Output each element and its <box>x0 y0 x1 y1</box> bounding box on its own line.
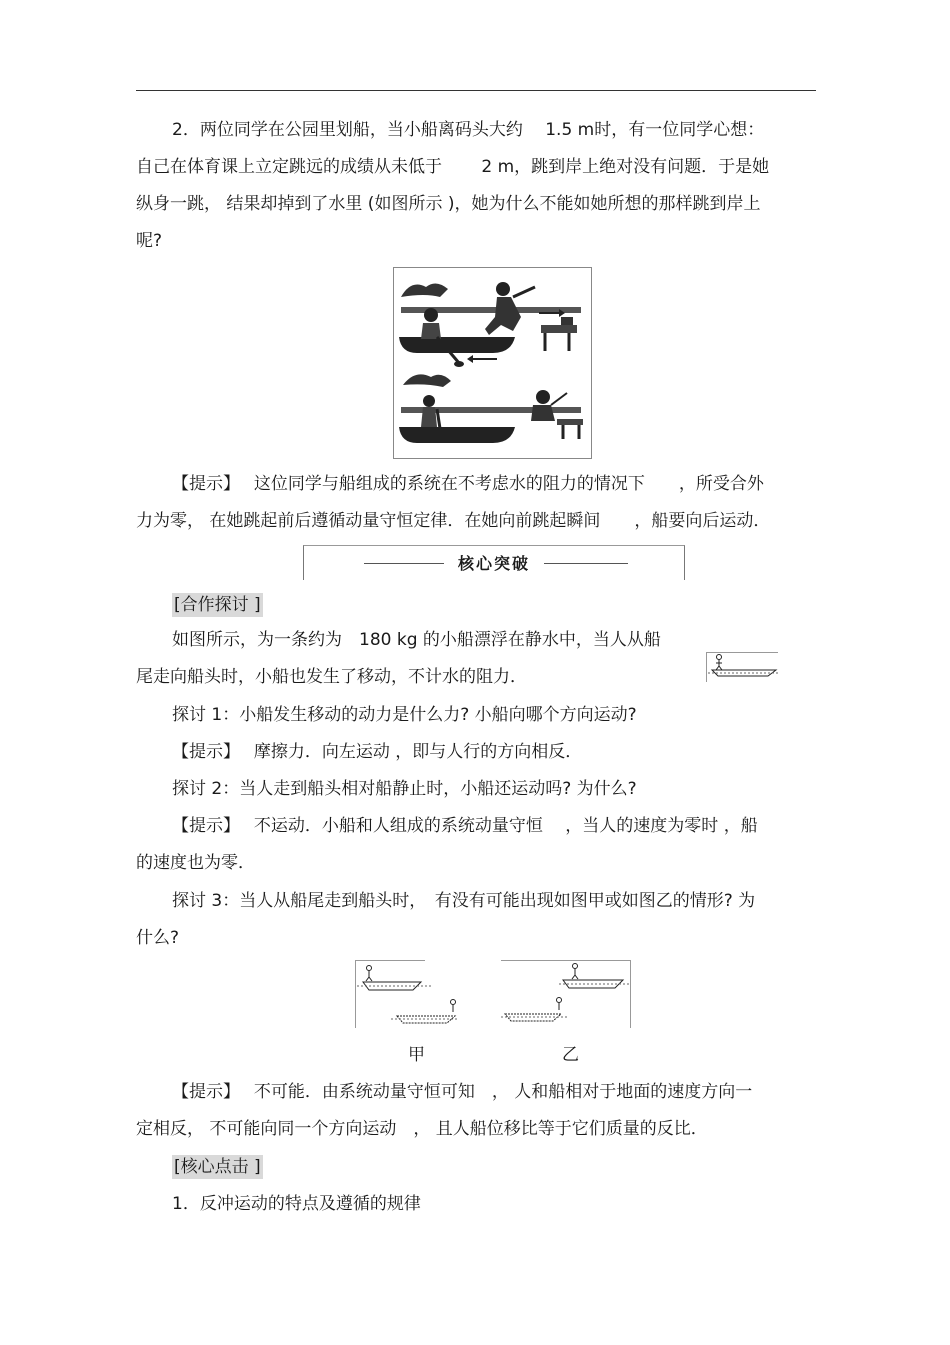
discussion-1-question: 探讨 1：小船发生移动的动力是什么力? 小船向哪个方向运动? <box>172 705 637 725</box>
banner-title: 核心突破 <box>457 554 530 573</box>
question-2-line-1: 2．两位同学在公园里划船，当小船离码头大约 1.5 m时，有一位同学心想： <box>172 120 765 140</box>
header-rule <box>136 90 816 91</box>
person-on-boat-figure <box>706 652 778 682</box>
discussion-2-hint-line-2: 的速度也为零． <box>136 853 255 873</box>
core-point-1: 1．反冲运动的特点及遵循的规律 <box>172 1194 421 1214</box>
core-points-heading <box>172 1148 263 1186</box>
figure-caption-yi: 乙 <box>562 1045 579 1065</box>
hint-1-line-1: 【提示】 这位同学与船组成的系统在不考虑水的阻力的情况下 ，所受合外 <box>172 474 764 494</box>
hint-1-line-2: 力为零， 在她跳起前后遵循动量守恒定律．在她向前跳起瞬间 ，船要向后运动． <box>136 511 771 531</box>
question-2-line-3: 纵身一跳， 结果却掉到了水里 (如图所示 )，她为什么不能如她所想的那样跳到岸上 <box>136 194 761 214</box>
discussion-1-hint: 【提示】 摩擦力．向左运动 ，即与人行的方向相反． <box>172 742 583 762</box>
discussion-2-hint-line-1: 【提示】 不运动．小船和人组成的系统动量守恒 ，当人的速度为零时 ，船 <box>172 816 758 836</box>
discussion-3-question-line-2: 什么? <box>136 928 180 948</box>
figure-caption-jia: 甲 <box>408 1045 425 1065</box>
cooperative-discussion-heading <box>172 586 263 624</box>
core-points-tag: [核心点击 ] <box>174 1157 261 1177</box>
coop-line-1: 如图所示，为一条约为 180 kg 的小船漂浮在静水中，当人从船 <box>172 630 661 650</box>
discussion-3-hint-line-2: 定相反， 不可能向同一个方向运动 ， 且人船位移比等于它们质量的反比． <box>136 1119 708 1139</box>
boat-jump-illustration <box>393 267 592 459</box>
discussion-2-question: 探讨 2：当人走到船头相对船静止时，小船还运动吗? 为什么? <box>172 779 637 799</box>
cooperative-discussion-tag: [合作探讨 ] <box>174 595 261 615</box>
question-2-line-2: 自己在体育课上立定跳远的成绩从未低于 2 m，跳到岸上绝对没有问题．于是她 <box>136 157 770 177</box>
section-banner <box>303 545 685 580</box>
boat-situations-figure <box>355 960 631 1028</box>
discussion-3-question-line-1: 探讨 3：当人从船尾走到船头时， 有没有可能出现如图甲或如图乙的情形? 为 <box>172 891 756 911</box>
question-2-line-4: 呢? <box>136 231 163 251</box>
discussion-3-hint-line-1: 【提示】 不可能．由系统动量守恒可知 ， 人和船相对于地面的速度方向一 <box>172 1082 753 1102</box>
coop-line-2: 尾走向船头时，小船也发生了移动，不计水的阻力． <box>136 667 527 687</box>
